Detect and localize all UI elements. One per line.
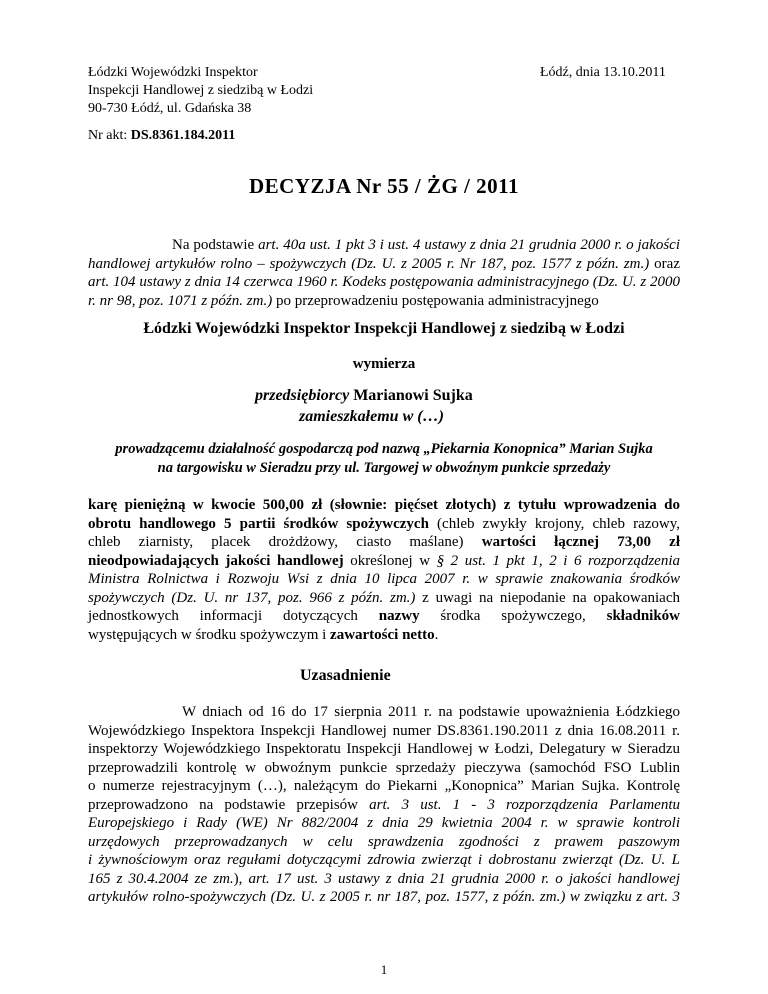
penalty-text: chleb ziarnisty, placek drożdżowy, ciasto maślane) xyxy=(88,534,482,550)
business-description xyxy=(88,440,680,478)
penalty-text: środka spożywczego, xyxy=(419,608,607,624)
penalty-text: (chleb zwykły krojony, chleb razowy, xyxy=(428,515,680,532)
justification-line xyxy=(88,870,680,889)
issuer-line: Łódzki Wojewódzki Inspektor xyxy=(88,65,258,80)
penalty-term: zawartości netto xyxy=(330,626,435,643)
case-reference-number: DS.8361.184.2011 xyxy=(130,128,236,143)
justification-line xyxy=(88,851,680,870)
penalty-term: składników xyxy=(606,608,680,624)
issuing-authority: Łódzki Wojewódzki Inspektor Inspekcji Handlowej z siedzibą w Łodzi xyxy=(143,320,625,337)
penalty-citation: § 2 ust. 1 pkt 1, 2 i 6 rozporządzenia xyxy=(436,552,681,569)
justification-heading: Uzasadnienie xyxy=(300,667,391,684)
penalty-text: występujących w środku spożywczym i xyxy=(88,626,331,643)
case-reference xyxy=(88,127,235,145)
justification-citation: art. 17 ust. 3 ustawy z dnia 21 grudnia 2000 r. o jakości handlowej xyxy=(248,870,680,887)
penalty-text: jednostkowych informacji dotyczących xyxy=(88,608,379,624)
decision-title: DECYZJA Nr 55 / ŻG / 2011 xyxy=(249,174,519,198)
justification-citation: art. 3 ust. 1 - 3 rozporządzenia Parlamentu xyxy=(369,796,680,813)
justification-line: W dniach od 16 do 17 sierpnia 2011 r. na podstawie upoważnienia Łódzkiego xyxy=(182,704,680,720)
imposes-heading: wymierza xyxy=(352,356,416,372)
legal-basis-paragraph xyxy=(88,236,680,310)
justification-text: ), xyxy=(233,870,249,887)
legal-basis-text: oraz xyxy=(649,255,680,272)
document-date: Łódź, dnia 13.10.2011 xyxy=(540,65,666,80)
justification-line: przeprowadzili kontrolę w obwoźnym punkcie sprzedaży pieczywa (samochód FSO Lublin xyxy=(88,759,680,776)
penalty-value: wartości łącznej 73,00 zł xyxy=(481,534,680,550)
business-line: prowadzącemu działalność gospodarczą pod nazwą „Piekarnia Konopnica” Marian Sujka xyxy=(115,441,653,457)
justification-line: inspektorzy Wojewódzkiego Inspektoratu Inspekcji Handlowej w Łodzi, Delegatury w Sieradzu xyxy=(88,741,680,757)
justification-citation: urzędowych przeprowadzanych w celu sprawdzenia zgodności z prawem paszowym xyxy=(88,833,680,850)
justification-citation: artykułów rolno-spożywczych (Dz. U. z 2005 r. nr 187, poz. 1577, z późn. zm.) w związku z art. 3 xyxy=(88,889,680,905)
justification-text: przeprowadzono na podstawie przepisów xyxy=(88,796,370,813)
justification-paragraph xyxy=(88,703,680,907)
penalty-text: określonej w xyxy=(343,552,437,569)
penalty-text: obrotu handlowego 5 partii środków spożywczych xyxy=(88,515,429,532)
penalty-text: karę pieniężną w kwocie 500,00 zł (słownie: pięćset złotych) z tytułu wprowadzenia do xyxy=(88,497,680,513)
penalty-paragraph xyxy=(88,496,680,644)
penalty-text: nieodpowiadających jakości handlowej xyxy=(88,552,344,569)
justification-line xyxy=(88,814,680,833)
penalty-citation: spożywczych (Dz. U. nr 137, poz. 966 z późn. zm.) xyxy=(88,589,416,606)
recipient-name: Marianowi Sujka xyxy=(349,387,473,404)
penalty-citation: Ministra Rolnictwa i Rozwoju Wsi z dnia 10 lipca 2007 r. w sprawie znakowania środków xyxy=(88,571,680,587)
justification-citation: 165 z 30.4.2004 ze zm. xyxy=(88,870,234,887)
justification-line: Wojewódzkiego Inspektora Inspekcji Handlowej numer DS.8361.190.2011 z dnia 16.08.2011 r. xyxy=(88,722,680,739)
penalty-text: z uwagi na niepodanie na opakowaniach xyxy=(415,589,680,606)
recipient-block xyxy=(255,385,473,427)
legal-basis-text: Na podstawie xyxy=(172,237,259,253)
issuer-address xyxy=(88,64,313,118)
justification-line xyxy=(88,796,680,815)
issuer-line: 90-730 Łódź, ul. Gdańska 38 xyxy=(88,101,252,116)
page-number: 1 xyxy=(380,962,388,977)
recipient-label: przedsiębiorcy xyxy=(255,387,350,404)
penalty-term: nazwy xyxy=(378,608,420,624)
penalty-text: . xyxy=(434,626,439,643)
issuer-line: Inspekcji Handlowej z siedzibą w Łodzi xyxy=(88,83,314,98)
legal-basis-citation: art. 104 ustawy z dnia 14 czerwca 1960 r. Kodeks postępowania administracyjnego (Dz. U. z 2000 r. nr 98, poz. 1071 z późn. zm.) xyxy=(88,274,680,309)
legal-basis-text: po przeprowadzeniu postępowania administracyjnego xyxy=(272,292,599,309)
recipient-residence: zamieszkałemu w (…) xyxy=(299,408,444,425)
case-reference-label: Nr akt: xyxy=(88,128,128,143)
justification-citation: i żywnościowym oraz regułami dotyczącymi zdrowia zwierząt i dobrostanu zwierząt (Dz. U. L xyxy=(88,852,680,868)
justification-line: o numerze rejestracyjnym (…), należącym do Piekarni „Konopnica” Marian Sujka. Kontrolę xyxy=(88,778,680,794)
justification-line xyxy=(88,888,680,907)
justification-line xyxy=(88,833,680,852)
legal-basis-citation: art. 40a ust. 1 pkt 3 i ust. 4 ustawy z dnia 21 grudnia 2000 r. o jakości handlowej artykułów rolno – spożywczych (Dz. U. z 2005 r. Nr 187, poz. 1577 z późn. zm.) xyxy=(88,237,680,272)
business-line: na targowisku w Sieradzu przy ul. Targowej w obwoźnym punkcie sprzedaży xyxy=(157,460,611,476)
justification-citation: Europejskiego i Rady (WE) Nr 882/2004 z dnia 29 kwietnia 2004 r. w sprawie kontroli xyxy=(88,815,680,831)
